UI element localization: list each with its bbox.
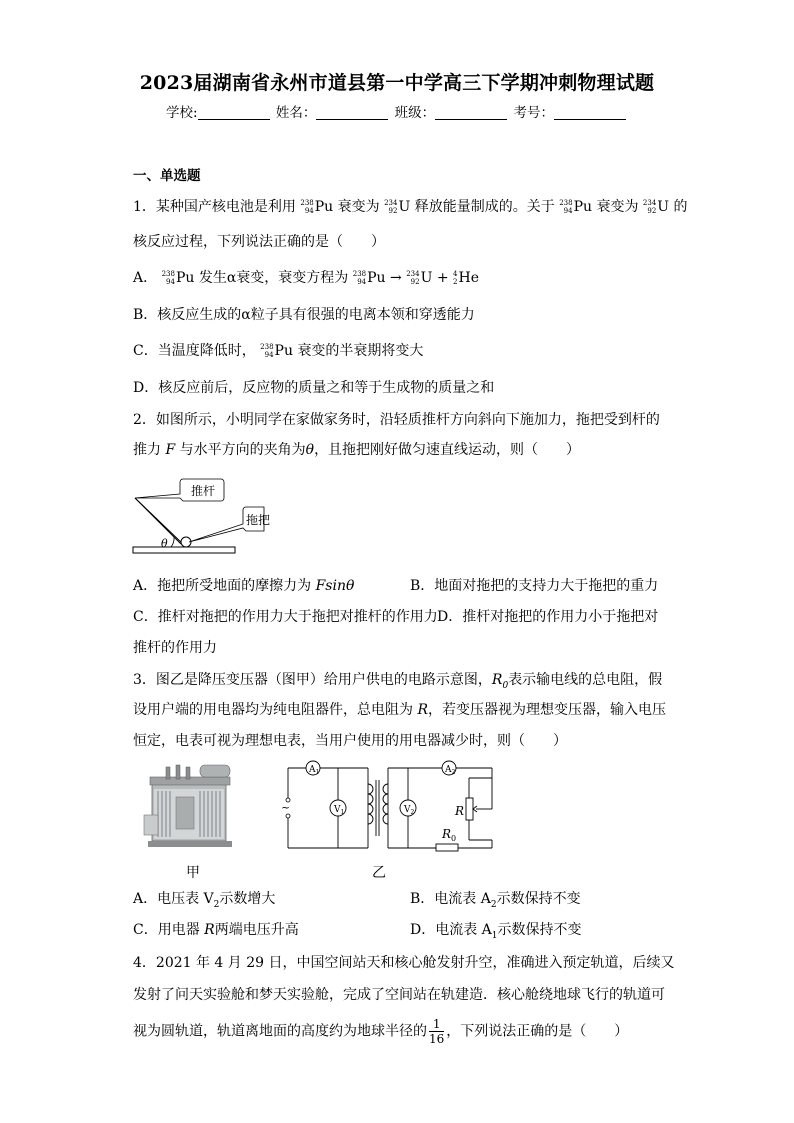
option-text: 示数保持不变 [497, 922, 582, 938]
q3-stem-line-2 [133, 700, 666, 720]
nuclide-pu [559, 199, 592, 215]
q2-option-d-cont: 推杆的作用力 [133, 640, 217, 656]
q3-text: 表示输电线的总电阻，假 [508, 672, 663, 688]
transformer-photo [140, 763, 240, 851]
nuclide-pu [260, 343, 293, 359]
q3-stem-line-3: 恒定，电表可视为理想电表，当用户使用的用电器减少时，则（ ） [133, 733, 567, 749]
q4-text: 视为圆轨道，轨道离地面的高度约为地球半径的 [133, 1023, 427, 1040]
fraction-numerator: 1 [429, 1017, 444, 1032]
q4-stem-line-1: 4．2021 年 4 月 29 日，中国空间站天和核心舱发射升空，准确进入预定轨道，后续又 [133, 955, 675, 971]
exam-no-label: 考号： [513, 105, 554, 121]
pu-charge: 94 [357, 278, 367, 286]
pu-charge: 94 [304, 207, 314, 215]
mop-figure [125, 474, 271, 560]
nuclide-pu [353, 270, 386, 286]
option-text: A．拖把所受地面的摩擦力为 [133, 578, 316, 594]
figure-caption-jia: 甲 [186, 865, 200, 881]
option-text: B．电流表 A [410, 891, 491, 907]
load-r-label: R [455, 804, 465, 818]
option-text: C．用电器 [133, 922, 205, 938]
q1-text: 释放能量制成的。关于 [414, 199, 555, 215]
r0-symbol: R [491, 672, 503, 688]
u-symbol: U [398, 199, 411, 215]
q2-option-b[interactable]: B．地面对拖把的支持力大于拖把的重力 [410, 578, 659, 594]
q4-stem-line-2: 发射了问天实验舱和梦天实验舱，完成了空间站在轨建造．核心舱绕地球飞行的轨道可 [133, 987, 665, 1003]
theta-label: θ [161, 537, 168, 550]
q4-text: ，下列说法正确的是（ ） [446, 1023, 629, 1040]
q1-option-d[interactable]: D．核反应前后，反应物的质量之和等于生成物的质量之和 [133, 380, 495, 396]
pu-symbol: Pu [573, 199, 592, 215]
q1-text: 的 [673, 199, 688, 215]
pu-charge: 94 [166, 278, 175, 286]
r0-subscript: 0 [502, 680, 509, 691]
school-field[interactable] [198, 105, 270, 120]
meter-v1-label: $V_1$ [334, 805, 345, 816]
class-field[interactable] [435, 105, 507, 120]
q1-stem-line-1 [133, 197, 688, 217]
nuclide-u [406, 270, 432, 286]
pu-mass: 238 [300, 199, 314, 207]
q2-stem-line-2 [133, 440, 663, 460]
option-text: 示数增大 [219, 891, 276, 907]
he-mass: 4 [453, 270, 458, 278]
meter-v2-label: $V_2$ [404, 805, 415, 816]
option-text: 发生α衰变，衰变方程为 [198, 270, 349, 286]
floor [133, 547, 235, 553]
plus-sign: + [436, 270, 449, 286]
q1-text: 衰变为 [337, 199, 380, 215]
r0-label: $R_0$ [442, 827, 457, 843]
r-symbol: R [417, 702, 428, 718]
option-subscript: 2 [213, 899, 220, 910]
option-formula: Fsinθ [315, 578, 355, 594]
circuit-diagram [278, 760, 500, 856]
nuclide-pu [162, 270, 195, 286]
option-subscript: 1 [491, 930, 498, 941]
ac-symbol: ~ [281, 801, 291, 814]
option-text: 衰变的半衰期将变大 [297, 343, 424, 359]
q3-text: ，若变压器视为理想变压器，输入电压 [428, 702, 666, 718]
u-mass: 234 [642, 199, 657, 207]
fraction [429, 1017, 444, 1046]
nuclide-pu [300, 199, 333, 215]
name-label: 姓名： [275, 105, 317, 121]
pu-symbol: Pu [314, 199, 334, 215]
q2-stem-line-1: 2．如图所示，小明同学在家做家务时，沿轻质推杆方向斜向下施加力，拖把受到杆的 [133, 412, 660, 428]
option-text: D．电流表 A [410, 922, 492, 938]
u-symbol: U [420, 270, 433, 286]
option-text: C．当温度降低时， [133, 343, 256, 359]
q1-option-c[interactable] [133, 341, 663, 361]
q3-option-b[interactable] [410, 889, 670, 915]
q2-text: 与水平方向的夹角为 [175, 442, 306, 458]
pu-symbol: Pu [175, 270, 195, 286]
q3-stem-line-1 [133, 670, 663, 696]
arrow: → [390, 270, 402, 286]
u-charge: 92 [410, 278, 420, 286]
q4-stem-line-3 [133, 1017, 663, 1046]
pu-symbol: Pu [274, 343, 293, 359]
nuclide-u [384, 199, 410, 215]
option-subscript: 2 [490, 899, 497, 910]
option-text: A．电压表 V [133, 891, 214, 907]
q1-text: 衰变为 [596, 199, 639, 215]
q1-stem-line-2: 核反应过程，下列说法正确的是（ ） [133, 234, 385, 250]
page-title: 2023届湖南省永州市道县第一中学高三下学期冲刺物理试题 [139, 72, 655, 94]
pu-mass: 238 [559, 199, 573, 207]
figure-caption-yi: 乙 [372, 865, 386, 881]
u-charge: 92 [388, 207, 398, 215]
q3-option-d[interactable] [410, 920, 670, 946]
option-letter: A． [133, 270, 158, 286]
student-info-row [0, 101, 794, 121]
angle-arc [171, 537, 174, 547]
q2-option-c[interactable]: C．推杆对拖把的作用力大于拖把对推杆的作用力 [133, 609, 438, 625]
pu-mass: 238 [352, 270, 367, 278]
q2-option-d[interactable]: D．推杆对拖把的作用力小于拖把对 [437, 609, 659, 625]
rod-label: 推杆 [191, 484, 216, 498]
meter-a2-label: $A_2$ [445, 765, 456, 776]
option-text: 两端电压升高 [214, 922, 299, 938]
u-mass: 234 [384, 199, 398, 207]
u-charge: 92 [647, 207, 657, 215]
pu-mass: 238 [260, 343, 274, 351]
pu-charge: 94 [563, 207, 573, 215]
force-symbol: F [165, 442, 176, 458]
exam-no-field[interactable] [554, 105, 626, 120]
q2-text: 推力 [133, 442, 166, 458]
q1-text: 1．某种国产核电池是利用 [133, 199, 296, 215]
option-text: 示数保持不变 [496, 891, 581, 907]
option-symbol: R [204, 922, 215, 938]
q3-text: 设用户端的用电器均为纯电阻器件，总电阻为 [133, 702, 418, 718]
school-label: 学校: [166, 105, 198, 121]
pu-mass: 238 [161, 270, 175, 278]
he-charge: 2 [453, 278, 458, 286]
pu-charge: 94 [264, 351, 274, 359]
fraction-denominator: 16 [429, 1032, 445, 1046]
section-title: 一、单选题 [133, 168, 201, 184]
class-label: 班级： [394, 105, 436, 121]
meter-a1-label: $A_1$ [309, 765, 320, 776]
q2-text: ，且拖把刚好做匀速直线运动，则（ ） [314, 442, 581, 458]
nuclide-he [453, 270, 479, 286]
pu-symbol: Pu [367, 270, 386, 286]
q1-option-b[interactable]: B．核反应生成的α粒子具有很强的电离本领和穿透能力 [133, 307, 475, 323]
mop-label: 拖把 [246, 513, 271, 527]
u-mass: 234 [406, 270, 420, 278]
q3-text: 3．图乙是降压变压器（图甲）给用户供电的电路示意图， [133, 672, 492, 688]
nuclide-u [643, 199, 669, 215]
name-field[interactable] [316, 105, 388, 120]
theta-symbol: θ [305, 442, 315, 458]
he-symbol: He [458, 270, 480, 286]
u-symbol: U [657, 199, 670, 215]
q1-option-a[interactable] [133, 268, 663, 288]
